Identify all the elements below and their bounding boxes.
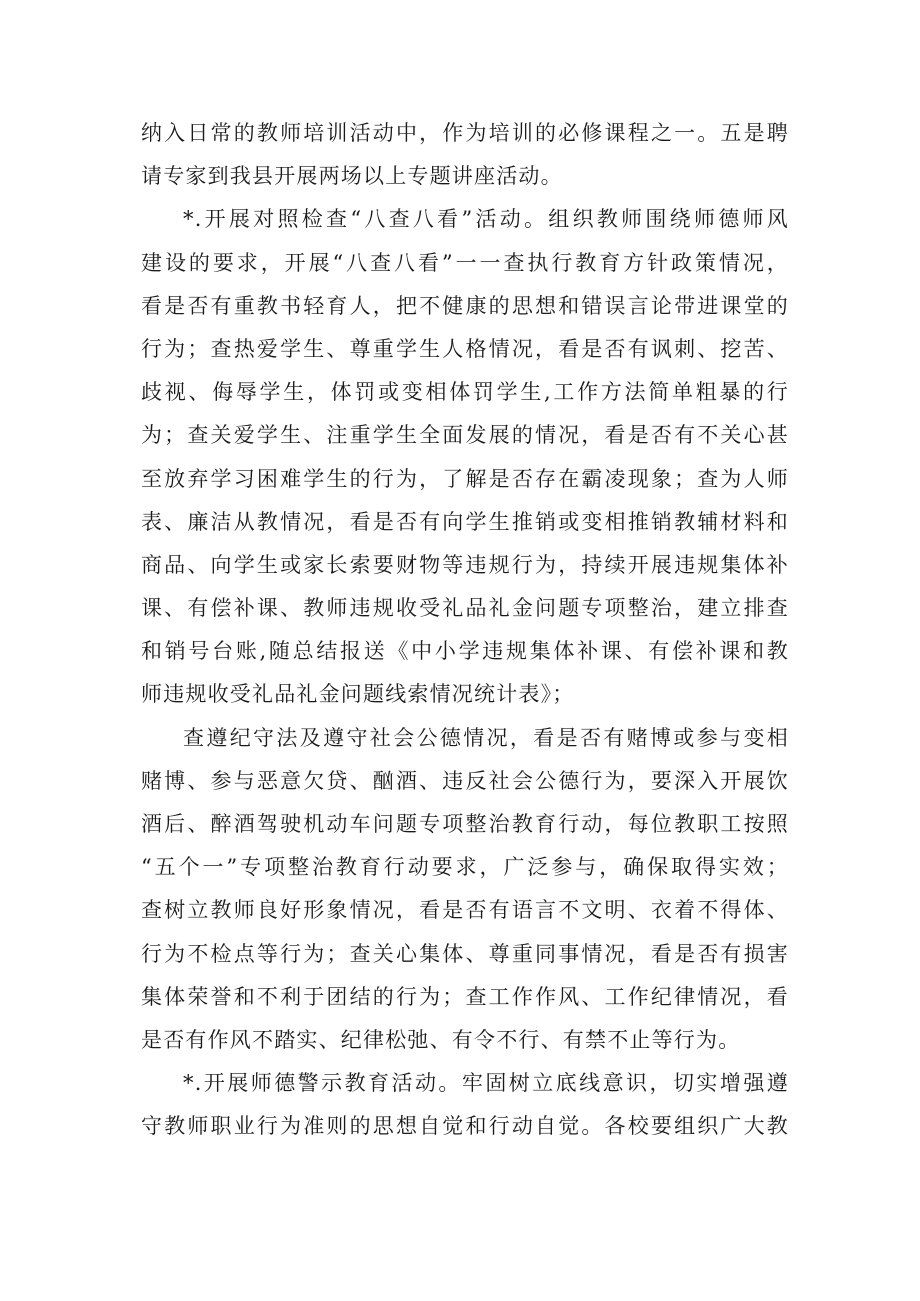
text-line: 查遵纪守法及遵守社会公德情况，看是否有赌博或参与变相: [183, 725, 789, 750]
text-line: 歧视、侮辱学生，体罚或变相体罚学生,工作方法简单粗暴的行: [141, 380, 789, 405]
text-line: 师违规收受礼品礼金问题线索情况统计表》；: [141, 682, 575, 707]
text-line: 和销号台账,随总结报送《中小学违规集体补课、有偿补课和教: [141, 639, 789, 664]
text-line: 赌博、参与恶意欠贷、酗酒、违反社会公德行为，要深入开展饮: [141, 768, 789, 793]
text-line: *.开展对照检查“八查八看”活动。组织教师围绕师德师风: [183, 207, 789, 232]
text-line: 请专家到我县开展两场以上专题讲座活动。: [141, 164, 563, 189]
body-text: [141, 112, 789, 1149]
text-line: 行为；查热爱学生、尊重学生人格情况，看是否有讽刺、挖苦、: [141, 336, 789, 361]
text-line: 为；查关爱学生、注重学生全面发展的情况，看是否有不关心甚: [141, 423, 789, 448]
text-line: 商品、向学生或家长索要财物等违规行为，持续开展违规集体补: [141, 552, 789, 577]
text-line: *.开展师德警示教育活动。牢固树立底线意识，切实增强遵: [183, 1071, 789, 1096]
text-line: 建设的要求，开展“八查八看”一一查执行教育方针政策情况，: [141, 250, 789, 275]
text-line: 守教师职业行为准则的思想自觉和行动自觉。各校要组织广大教: [141, 1114, 789, 1139]
text-line: 是否有作风不踏实、纪律松弛、有令不行、有禁不止等行为。: [141, 1027, 741, 1052]
text-line: 表、廉洁从教情况，看是否有向学生推销或变相推销教辅材料和: [141, 509, 789, 534]
text-line: 行为不检点等行为；查关心集体、尊重同事情况，看是否有损害: [141, 941, 789, 966]
text-line: “五个一”专项整治教育行动要求，广泛参与，确保取得实效；: [141, 855, 789, 880]
text-line: 集体荣誉和不利于团结的行为；查工作作风、工作纪律情况，看: [141, 984, 789, 1009]
text-line: 查树立教师良好形象情况，看是否有语言不文明、衣着不得体、: [141, 898, 789, 923]
text-line: 纳入日常的教师培训活动中，作为培训的必修课程之一。五是聘: [141, 121, 789, 145]
text-line: 看是否有重教书轻育人，把不健康的思想和错误言论带进课堂的: [141, 293, 789, 318]
text-line: 酒后、醉酒驾驶机动车问题专项整治教育行动，每位教职工按照: [141, 812, 789, 836]
text-line: 至放弃学习困难学生的行为，了解是否存在霸凌现象；查为人师: [141, 466, 789, 491]
text-line: 课、有偿补课、教师违规收受礼品礼金问题专项整治，建立排查: [141, 596, 789, 621]
